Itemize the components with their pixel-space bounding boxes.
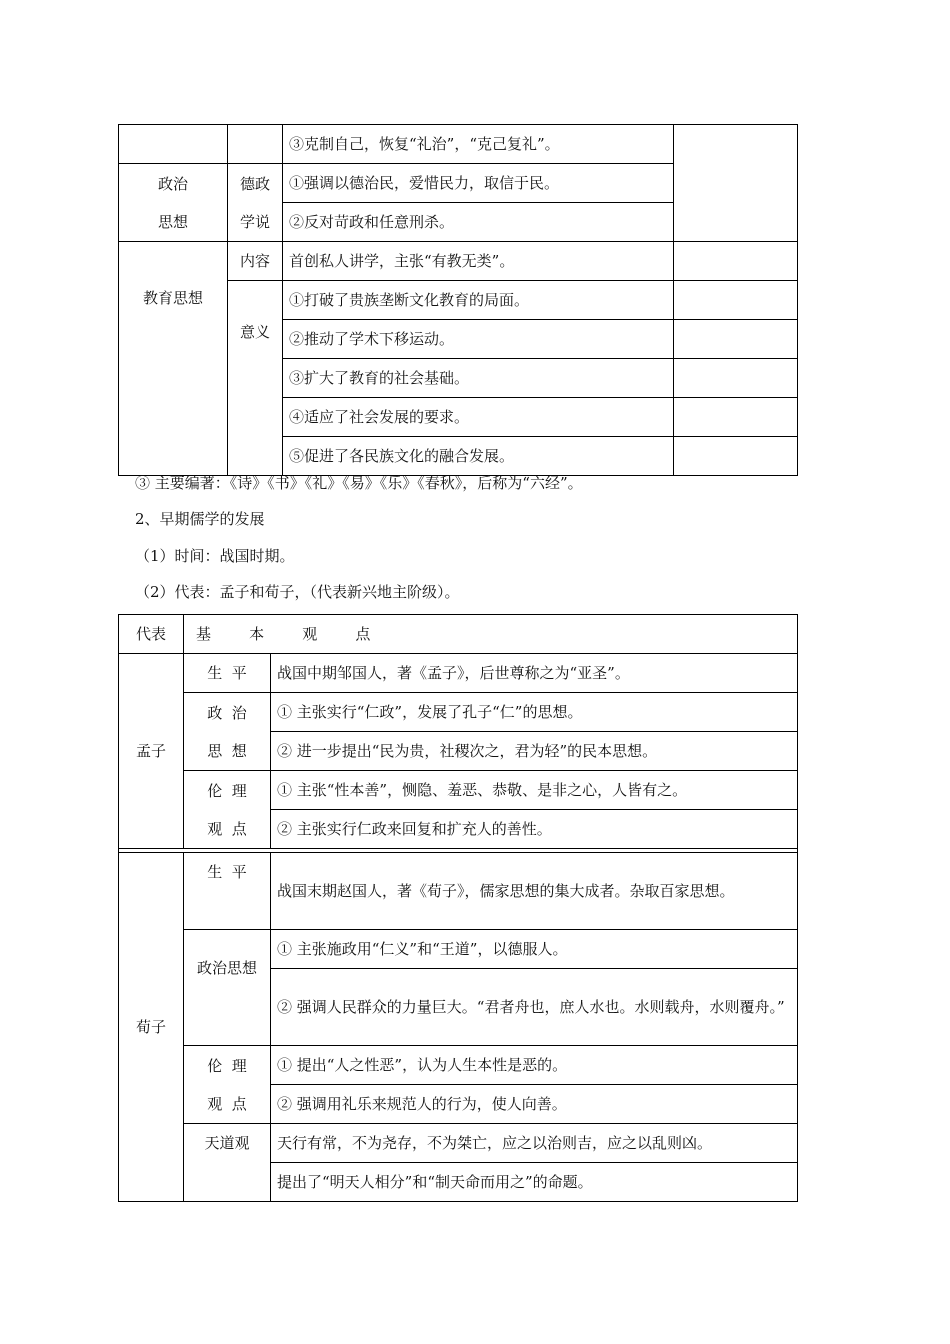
- significance-item-4: ④适应了社会发展的要求。: [283, 398, 674, 437]
- mencius-politics-label: 政 治 思 想: [184, 693, 271, 771]
- political-item-2: ②反对苛政和任意刑杀。: [283, 203, 674, 242]
- xunzi-heaven-label: 天道观: [184, 1124, 271, 1202]
- main-works-line: ③ 主要编著：《诗》《书》《礼》《易》《乐》《春秋》，后称为“六经”。: [135, 474, 583, 492]
- significance-item-3: ③扩大了教育的社会基础。: [283, 359, 674, 398]
- significance-item-5: ⑤促进了各民族文化的融合发展。: [283, 437, 674, 476]
- header-representative: 代表: [119, 615, 184, 654]
- empty-cell: [119, 125, 228, 164]
- xunzi-ethics-2: ② 强调用礼乐来规范人的行为，使人向善。: [271, 1085, 798, 1124]
- remark-cell: [674, 242, 798, 281]
- remark-cell: [674, 398, 798, 437]
- xunzi-politics-1: ① 主张施政用“仁义”和“王道”，以德服人。: [271, 930, 798, 969]
- xunzi-politics-label: 政治思想: [184, 930, 271, 1046]
- empty-cell: [228, 125, 283, 164]
- representatives-line: （2）代表：孟子和荀子，（代表新兴地主阶级）。: [135, 583, 460, 601]
- remark-cell: [674, 281, 798, 320]
- education-content: 首创私人讲学，主张“有教无类”。: [283, 242, 674, 281]
- education-thought-label: 教育思想: [119, 242, 228, 476]
- mencius-ethics-1: ① 主张“性本善”，恻隐、羞恶、恭敬、是非之心，人皆有之。: [271, 771, 798, 810]
- confucius-thought-table: [118, 124, 798, 476]
- time-line: （1）时间：战国时期。: [135, 547, 295, 565]
- remark-cell: [674, 320, 798, 359]
- mencius-name: 孟子: [119, 654, 184, 849]
- significance-label: 意义: [228, 281, 283, 476]
- xunzi-ethics-label: 伦 理 观 点: [184, 1046, 271, 1124]
- section-heading: 2、早期儒学的发展: [135, 510, 265, 528]
- remark-cell: [674, 125, 798, 242]
- political-item-1: ①强调以德治民，爱惜民力，取信于民。: [283, 164, 674, 203]
- xunzi-ethics-1: ① 提出“人之性恶”，认为人生本性是恶的。: [271, 1046, 798, 1085]
- virtue-politics-label: 德政 学说: [228, 164, 283, 242]
- significance-item-1: ①打破了贵族垄断文化教育的局面。: [283, 281, 674, 320]
- significance-item-2: ②推动了学术下移运动。: [283, 320, 674, 359]
- xunzi-heaven-2: 提出了“明天人相分”和“制天命而用之”的命题。: [271, 1163, 798, 1202]
- xunzi-politics-2: ② 强调人民群众的力量巨大。“君者舟也，庶人水也。水则载舟，水则覆舟。”: [271, 969, 798, 1046]
- mencius-politics-2: ② 进一步提出“民为贵，社稷次之，君为轻”的民本思想。: [271, 732, 798, 771]
- content-label: 内容: [228, 242, 283, 281]
- remark-cell: [674, 437, 798, 476]
- mencius-life: 战国中期邹国人，著《孟子》，后世尊称之为“亚圣”。: [271, 654, 798, 693]
- xunzi-name: 荀子: [119, 853, 184, 1202]
- mencius-life-label: 生 平: [184, 654, 271, 693]
- xunzi-heaven-1: 天行有常，不为尧存，不为桀亡，应之以治则吉，应之以乱则凶。: [271, 1124, 798, 1163]
- keji-fuli-item: ③克制自己，恢复“礼治”，“克己复礼”。: [283, 125, 674, 164]
- political-thought-label: 政治 思想: [119, 164, 228, 242]
- mencius-politics-1: ① 主张实行“仁政”，发展了孔子“仁”的思想。: [271, 693, 798, 732]
- mencius-ethics-label: 伦 理 观 点: [184, 771, 271, 849]
- xunzi-life-label: 生 平: [184, 853, 271, 930]
- remark-cell: [674, 359, 798, 398]
- early-confucianism-table: [118, 614, 798, 1202]
- mencius-ethics-2: ② 主张实行仁政来回复和扩充人的善性。: [271, 810, 798, 849]
- xunzi-life: 战国末期赵国人，著《荀子》，儒家思想的集大成者。杂取百家思想。: [271, 853, 798, 930]
- header-basic-views: 基 本 观 点: [184, 615, 798, 654]
